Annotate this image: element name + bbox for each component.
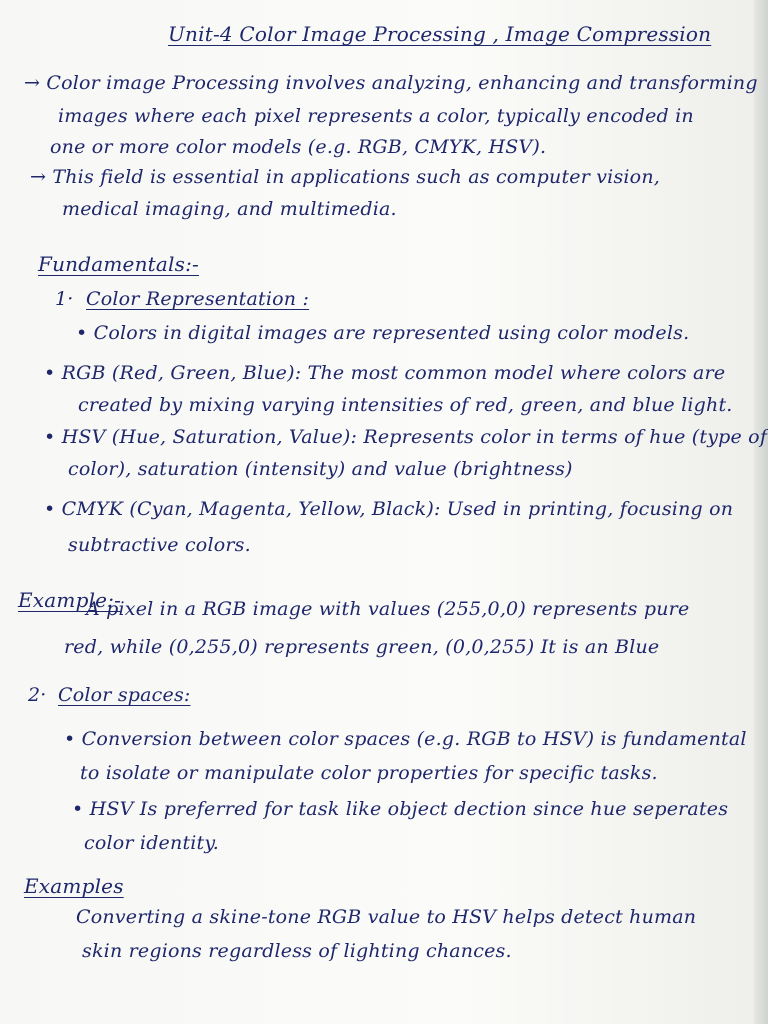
page-title: Unit-4 Color Image Processing , Image Compression xyxy=(168,22,712,46)
section1-bullet-4-cont: subtractive colors. xyxy=(68,534,251,556)
section1-bullet-1: • Colors in digital images are represented using color models. xyxy=(76,322,690,344)
intro-line-3: one or more color models (e.g. RGB, CMYK, HSV). xyxy=(50,136,547,158)
example1-line-1: A pixel in a RGB image with values (255,0,0) represents pure xyxy=(86,598,690,620)
section2-heading: Color spaces: xyxy=(58,684,191,706)
section1-number: 1· xyxy=(55,288,74,310)
section1-bullet-2-cont: created by mixing varying intensities of red, green, and blue light. xyxy=(78,394,733,416)
intro-line-2: images where each pixel represents a color, typically encoded in xyxy=(58,105,694,127)
example2-line-2: skin regions regardless of lighting chances. xyxy=(82,940,512,962)
page-edge xyxy=(754,0,768,1024)
intro-line-4: → This field is essential in applications such as computer vision, xyxy=(30,166,660,188)
section2-bullet-1-cont: to isolate or manipulate color properties for specific tasks. xyxy=(80,762,658,784)
intro-line-5: medical imaging, and multimedia. xyxy=(62,198,397,220)
section2-number: 2· xyxy=(28,684,47,706)
example2-label: Examples xyxy=(24,874,124,898)
section1-bullet-3: • HSV (Hue, Saturation, Value): Represents color in terms of hue (type of xyxy=(44,426,768,448)
example1-label: Example:- xyxy=(18,588,122,612)
section1-bullet-3-cont: color), saturation (intensity) and value (brightness) xyxy=(68,458,573,480)
example2-line-1: Converting a skine-tone RGB value to HSV helps detect human xyxy=(76,906,697,928)
section1-bullet-4: • CMYK (Cyan, Magenta, Yellow, Black): Used in printing, focusing on xyxy=(44,498,734,520)
section2-bullet-2-cont: color identity. xyxy=(84,832,220,854)
example1-line-2: red, while (0,255,0) represents green, (0,0,255) It is an Blue xyxy=(64,636,660,658)
section1-bullet-2: • RGB (Red, Green, Blue): The most common model where colors are xyxy=(44,362,726,384)
fundamentals-heading: Fundamentals:- xyxy=(38,252,199,276)
intro-line-1: → Color image Processing involves analyzing, enhancing and transforming xyxy=(24,72,758,94)
section2-bullet-1: • Conversion between color spaces (e.g. RGB to HSV) is fundamental xyxy=(64,728,747,750)
section2-bullet-2: • HSV Is preferred for task like object dection since hue seperates xyxy=(72,798,729,820)
section1-heading: Color Representation : xyxy=(86,288,310,310)
